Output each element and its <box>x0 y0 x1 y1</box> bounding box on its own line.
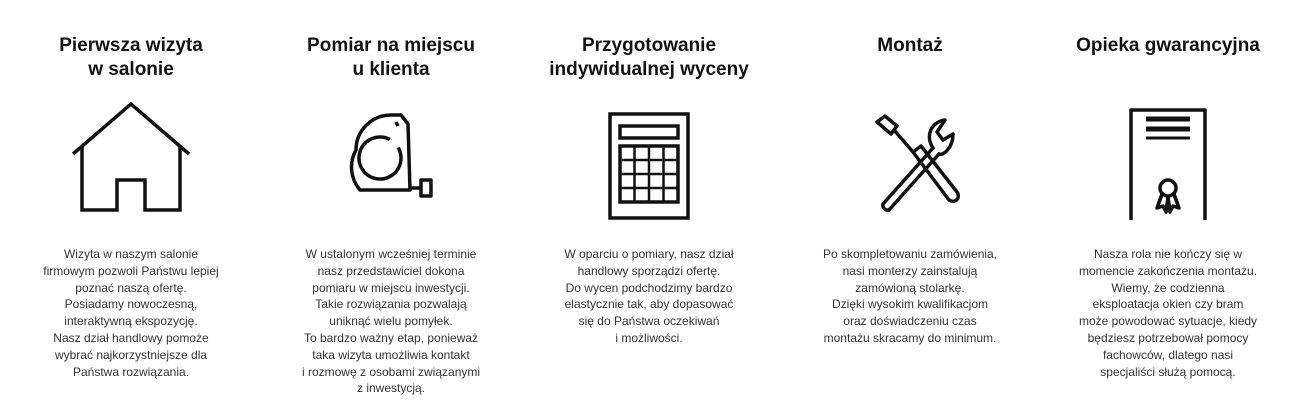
desc-line: i rozmowę z osobami związanymi <box>301 364 481 379</box>
step-on-site-measurement <box>266 0 516 402</box>
desc-line: Do wycen podchodzimy bardzo <box>565 280 733 295</box>
desc-line: pomiaru w miejscu inwestycji. <box>312 280 470 295</box>
step-quote-preparation <box>524 0 774 402</box>
desc-line: nasi monterzy zainstalują <box>842 263 978 278</box>
desc-line: W oparciu o pomiary, nasz dział <box>564 247 734 261</box>
step-description <box>1043 246 1293 380</box>
desc-line: interaktywną ekspozycję. <box>64 314 198 329</box>
tools-icon <box>845 100 975 220</box>
desc-line: fachowców, dlatego nasi <box>1102 347 1234 362</box>
step-title <box>1043 34 1293 58</box>
step-description <box>6 246 256 380</box>
desc-line: zamówioną stolarkę. <box>855 280 965 295</box>
desc-line: elastycznie tak, aby dopasować <box>564 297 734 312</box>
desc-line: Dzięki wysokim kwalifikacjom <box>831 297 989 312</box>
desc-line: uniknąć wielu pomyłek. <box>329 314 453 329</box>
desc-line: nasz przedstawiciel dokona <box>317 263 465 278</box>
desc-line: To bardzo ważny etap, ponieważ <box>303 330 479 345</box>
step-title-line: Pomiar na miejscu <box>307 35 475 56</box>
step-title <box>266 34 516 82</box>
desc-line: Nasza rola nie kończy się w <box>1093 247 1243 261</box>
step-description <box>785 246 1035 347</box>
desc-line: z inwestycją. <box>356 381 426 396</box>
step-title-line: w salonie <box>88 59 174 80</box>
desc-line: Państwa rozwiązania. <box>72 364 190 379</box>
step-title <box>785 34 1035 58</box>
step-title <box>6 34 256 82</box>
desc-line: Nasz dział handlowy pomoże <box>53 330 209 345</box>
step-title-line: Montaż <box>877 35 943 56</box>
desc-line: i możliwości. <box>615 330 683 345</box>
desc-line: momencie zakończenia montażu. <box>1078 263 1258 278</box>
step-title-line: Opieka gwarancyjna <box>1076 35 1260 56</box>
desc-line: może powodować sytuacje, kiedy <box>1078 314 1258 329</box>
tape-measure-icon <box>326 100 456 220</box>
desc-line: W ustalonym wcześniej terminie <box>305 247 477 261</box>
step-description <box>524 246 774 347</box>
house-icon <box>66 100 196 220</box>
step-title <box>524 34 774 82</box>
certificate-icon <box>1103 100 1233 220</box>
step-warranty-care <box>1043 0 1293 402</box>
desc-line: firmowym pozwoli Państwu lepiej <box>43 263 219 278</box>
step-title-line: indywidualnej wyceny <box>549 59 749 80</box>
step-installation <box>785 0 1035 402</box>
step-first-visit <box>6 0 256 402</box>
desc-line: montażu skracamy do minimum. <box>823 330 997 345</box>
desc-line: eksploatacja okien czy bram <box>1092 297 1244 312</box>
desc-line: się do Państwa oczekiwań <box>578 314 720 329</box>
desc-line: specjaliści służą pomocą. <box>1100 364 1236 379</box>
desc-line: wybrać najkorzystniejsze dla <box>54 347 208 362</box>
step-title-line: Pierwsza wizyta <box>59 35 203 56</box>
step-title-line: u klienta <box>352 59 430 80</box>
desc-line: Takie rozwiązania pozwalają <box>315 297 467 312</box>
desc-line: oraz doświadczeniu czas <box>843 314 977 329</box>
desc-line: taka wizyta umożliwia kontakt <box>312 347 470 362</box>
desc-line: handlowy sporządzi ofertę. <box>577 263 721 278</box>
calculator-icon <box>584 100 714 220</box>
step-title-line: Przygotowanie <box>581 35 717 56</box>
desc-line: Po skompletowaniu zamówienia, <box>822 247 998 261</box>
desc-line: poznać naszą ofertę. <box>75 280 187 295</box>
step-description <box>266 246 516 397</box>
desc-line: Wiemy, że codzienna <box>1111 280 1225 295</box>
desc-line: Wizyta w naszym salonie <box>63 247 199 261</box>
desc-line: Posiadamy nowoczesną, <box>64 297 198 312</box>
desc-line: będziesz potrzebował pomocy <box>1087 330 1249 345</box>
